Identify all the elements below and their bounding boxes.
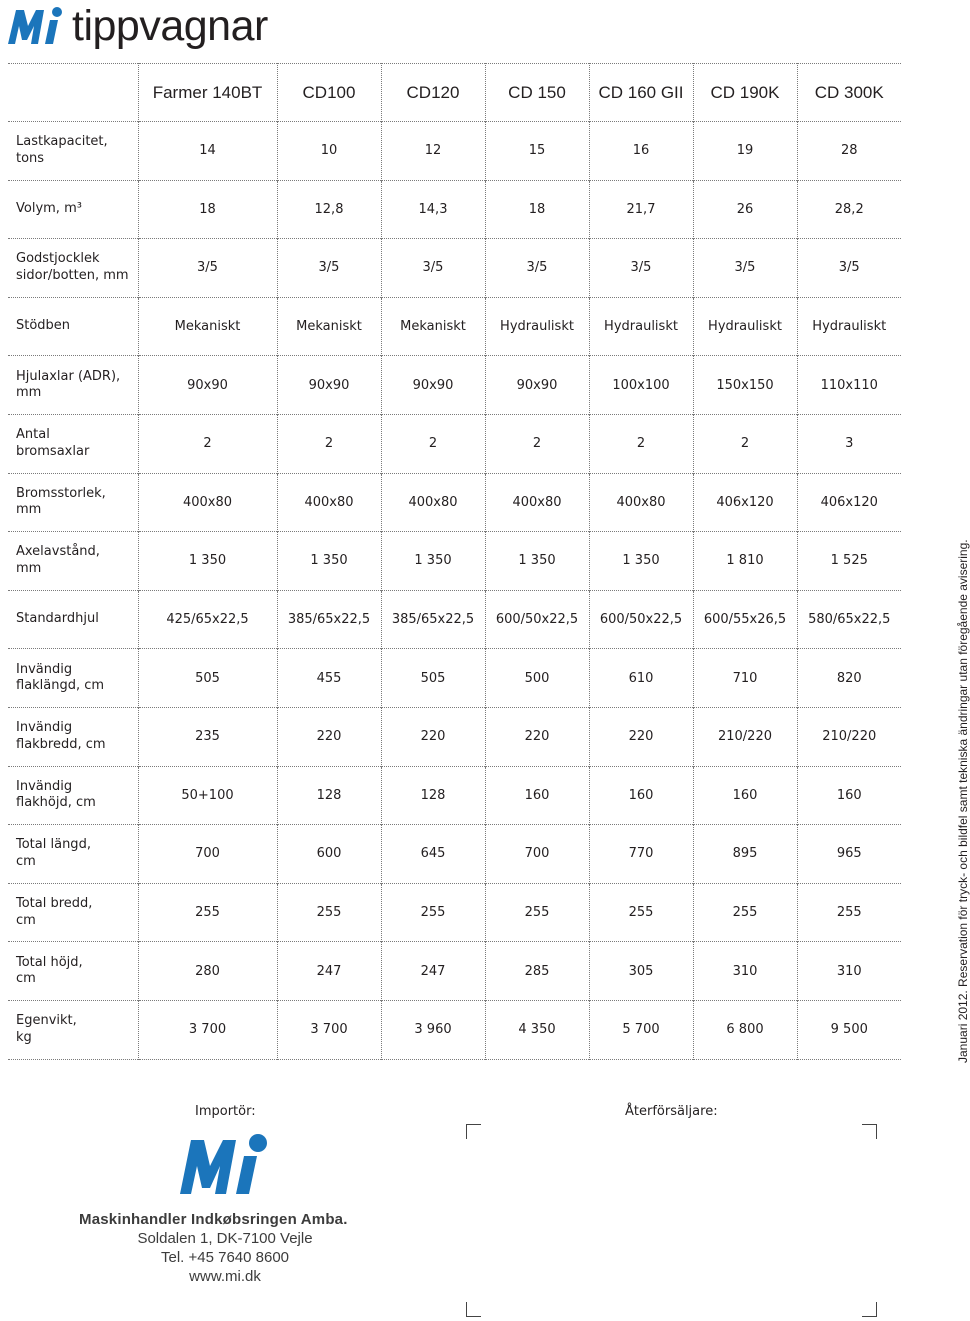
spec-cell: 15: [485, 122, 589, 181]
spec-cell: 1 350: [277, 532, 381, 591]
spec-cell: 500: [485, 649, 589, 708]
spec-cell: 400x80: [138, 473, 277, 532]
spec-cell: 247: [277, 942, 381, 1001]
spec-cell: 90x90: [138, 356, 277, 415]
spec-cell: 600/50x22,5: [589, 590, 693, 649]
spec-row-label: [8, 239, 138, 298]
spec-cell: 16: [589, 122, 693, 181]
spec-cell: 3/5: [277, 239, 381, 298]
spec-cell: 700: [138, 825, 277, 884]
spec-cell: 406x120: [797, 473, 901, 532]
spec-cell: 255: [277, 883, 381, 942]
spec-cell: 3 700: [138, 1000, 277, 1059]
spec-row: [8, 122, 901, 181]
model-header: CD 300K: [797, 64, 901, 122]
spec-cell: 9 500: [797, 1000, 901, 1059]
spec-label-line: cm: [16, 971, 36, 987]
spec-cell: 770: [589, 825, 693, 884]
spec-cell: 14: [138, 122, 277, 181]
spec-cell: 645: [381, 825, 485, 884]
spec-cell: Hydrauliskt: [693, 297, 797, 356]
spec-cell: 3/5: [589, 239, 693, 298]
spec-label-line: Bromsstorlek,: [16, 485, 106, 501]
spec-row-label: [8, 297, 138, 356]
spec-label-line: Invändig: [16, 778, 73, 794]
spec-label-line: Stödben: [16, 318, 71, 334]
spec-row-label: [8, 766, 138, 825]
spec-cell: 235: [138, 707, 277, 766]
spec-cell: 100x100: [589, 356, 693, 415]
spec-cell: 700: [485, 825, 589, 884]
spec-row-label: [8, 532, 138, 591]
spec-cell: 1 350: [381, 532, 485, 591]
model-header-row: [8, 64, 901, 122]
spec-label-line: flaklängd, cm: [16, 678, 105, 694]
spec-cell: 385/65x22,5: [381, 590, 485, 649]
spec-cell: 400x80: [277, 473, 381, 532]
header-logo: [6, 2, 268, 50]
spec-cell: 28,2: [797, 180, 901, 239]
spec-table: [8, 63, 901, 1060]
spec-cell: 3/5: [138, 239, 277, 298]
spec-row-label: [8, 180, 138, 239]
spec-cell: 19: [693, 122, 797, 181]
spec-row-label: [8, 1000, 138, 1059]
spec-cell: 2: [277, 414, 381, 473]
spec-cell: 1 810: [693, 532, 797, 591]
spec-row: [8, 532, 901, 591]
spec-row: [8, 590, 901, 649]
spec-cell: 255: [693, 883, 797, 942]
reseller-label: Återförsäljare:: [625, 1104, 718, 1119]
spec-cell: Mekaniskt: [277, 297, 381, 356]
spec-cell: 210/220: [797, 707, 901, 766]
spec-cell: 210/220: [693, 707, 797, 766]
spec-label-line: Egenvikt,: [16, 1013, 77, 1029]
spec-row-label: [8, 473, 138, 532]
spec-cell: 3: [797, 414, 901, 473]
reseller-box-corner-bottom-left: [466, 1302, 481, 1317]
spec-cell: 2: [138, 414, 277, 473]
spec-cell: 820: [797, 649, 901, 708]
spec-row-label: [8, 414, 138, 473]
spec-label-line: mm: [16, 560, 42, 576]
spec-cell: 455: [277, 649, 381, 708]
spec-cell: 160: [693, 766, 797, 825]
spec-cell: 4 350: [485, 1000, 589, 1059]
spec-cell: 400x80: [485, 473, 589, 532]
spec-cell: 965: [797, 825, 901, 884]
spec-label-line: mm: [16, 502, 42, 518]
model-header: CD120: [381, 64, 485, 122]
reseller-box-corner-top-left: [466, 1124, 481, 1139]
model-header: CD 190K: [693, 64, 797, 122]
spec-label-line: Volym, m³: [16, 201, 82, 217]
spec-label-line: cm: [16, 912, 36, 928]
spec-label-line: Antal: [16, 427, 50, 443]
spec-cell: 160: [797, 766, 901, 825]
spec-label-line: Lastkapacitet,: [16, 134, 108, 150]
spec-cell: 280: [138, 942, 277, 1001]
spec-row-label: [8, 356, 138, 415]
side-note: Januari 2012. Reservation för tryck- och bildfel samt tekniska ändringar utan föregående avisering.: [956, 539, 970, 1063]
spec-label-line: sidor/botten, mm: [16, 267, 129, 283]
spec-cell: 3 960: [381, 1000, 485, 1059]
spec-cell: 285: [485, 942, 589, 1001]
spec-row-label: [8, 122, 138, 181]
spec-cell: 14,3: [381, 180, 485, 239]
spec-cell: 1 350: [138, 532, 277, 591]
spec-label-line: Total bredd,: [16, 896, 93, 912]
spec-cell: 5 700: [589, 1000, 693, 1059]
spec-cell: 3/5: [381, 239, 485, 298]
company-phone: Tel. +45 7640 8600: [160, 1249, 290, 1266]
spec-label-line: bromsaxlar: [16, 443, 90, 459]
spec-cell: 128: [381, 766, 485, 825]
spec-cell: Hydrauliskt: [797, 297, 901, 356]
spec-cell: 255: [138, 883, 277, 942]
spec-cell: 220: [277, 707, 381, 766]
spec-cell: 28: [797, 122, 901, 181]
spec-label-line: flakbredd, cm: [16, 736, 106, 752]
spec-cell: 128: [277, 766, 381, 825]
spec-cell: 895: [693, 825, 797, 884]
spec-label-line: Axelavstånd,: [16, 544, 100, 560]
spec-row: [8, 649, 901, 708]
spec-row: [8, 180, 901, 239]
spec-cell: 3/5: [693, 239, 797, 298]
header-corner: [8, 64, 138, 122]
spec-cell: 21,7: [589, 180, 693, 239]
spec-row-label: [8, 942, 138, 1001]
spec-cell: 6 800: [693, 1000, 797, 1059]
spec-cell: 600/50x22,5: [485, 590, 589, 649]
company-name: Maskinhandler Indkøbsringen Amba.: [79, 1211, 348, 1228]
spec-row: [8, 942, 901, 1001]
spec-label-line: mm: [16, 385, 42, 401]
spec-row: [8, 707, 901, 766]
spec-label-line: tons: [16, 150, 45, 166]
spec-cell: 580/65x22,5: [797, 590, 901, 649]
spec-cell: 2: [485, 414, 589, 473]
spec-cell: 310: [693, 942, 797, 1001]
brand-name: tippvagnar: [72, 1, 268, 50]
spec-cell: 12,8: [277, 180, 381, 239]
spec-row: [8, 883, 901, 942]
model-header: CD 150: [485, 64, 589, 122]
spec-cell: 600/55x26,5: [693, 590, 797, 649]
spec-cell: 10: [277, 122, 381, 181]
spec-cell: 220: [381, 707, 485, 766]
spec-cell: 255: [797, 883, 901, 942]
mi-logo-icon: [6, 6, 68, 46]
reseller-box-corner-bottom-right: [862, 1302, 877, 1317]
spec-cell: 1 525: [797, 532, 901, 591]
spec-label-line: Total längd,: [16, 837, 91, 853]
spec-row-label: [8, 649, 138, 708]
spec-row-label: [8, 590, 138, 649]
spec-cell: 220: [485, 707, 589, 766]
spec-cell: 1 350: [485, 532, 589, 591]
spec-row: [8, 473, 901, 532]
spec-cell: 2: [381, 414, 485, 473]
spec-label-line: Invändig: [16, 720, 73, 736]
spec-cell: Hydrauliskt: [589, 297, 693, 356]
spec-cell: 12: [381, 122, 485, 181]
spec-cell: 1 350: [589, 532, 693, 591]
spec-cell: 90x90: [277, 356, 381, 415]
spec-cell: 160: [589, 766, 693, 825]
spec-row: [8, 356, 901, 415]
spec-label-line: cm: [16, 853, 36, 869]
spec-cell: 90x90: [485, 356, 589, 415]
spec-cell: 90x90: [381, 356, 485, 415]
spec-label-line: Standardhjul: [16, 611, 99, 627]
spec-cell: 18: [485, 180, 589, 239]
spec-cell: 255: [589, 883, 693, 942]
spec-cell: Hydrauliskt: [485, 297, 589, 356]
model-header: CD 160 GII: [589, 64, 693, 122]
spec-cell: 2: [693, 414, 797, 473]
spec-cell: 305: [589, 942, 693, 1001]
spec-cell: 310: [797, 942, 901, 1001]
company-address: Soldalen 1, DK-7100 Vejle: [137, 1230, 313, 1247]
spec-cell: 400x80: [381, 473, 485, 532]
spec-cell: 255: [381, 883, 485, 942]
spec-row-label: [8, 883, 138, 942]
mi-logo-large-icon: [178, 1132, 274, 1196]
spec-cell: 18: [138, 180, 277, 239]
spec-label-line: Invändig: [16, 661, 73, 677]
spec-body: [8, 122, 901, 1060]
spec-cell: 26: [693, 180, 797, 239]
spec-row-label: [8, 825, 138, 884]
spec-row: [8, 766, 901, 825]
spec-label-line: Total höjd,: [16, 954, 83, 970]
spec-cell: 505: [138, 649, 277, 708]
spec-row: [8, 825, 901, 884]
spec-cell: Mekaniskt: [138, 297, 277, 356]
spec-cell: 3/5: [485, 239, 589, 298]
spec-cell: 160: [485, 766, 589, 825]
model-header: CD100: [277, 64, 381, 122]
spec-cell: 385/65x22,5: [277, 590, 381, 649]
spec-cell: 220: [589, 707, 693, 766]
spec-cell: 610: [589, 649, 693, 708]
spec-cell: 600: [277, 825, 381, 884]
spec-cell: 3/5: [797, 239, 901, 298]
spec-cell: 406x120: [693, 473, 797, 532]
spec-cell: 400x80: [589, 473, 693, 532]
spec-label-line: flakhöjd, cm: [16, 795, 96, 811]
spec-label-line: kg: [16, 1029, 32, 1045]
importer-label: Importör:: [195, 1104, 256, 1119]
spec-row: [8, 414, 901, 473]
spec-cell: 710: [693, 649, 797, 708]
spec-cell: 3 700: [277, 1000, 381, 1059]
spec-label-line: Hjulaxlar (ADR),: [16, 368, 121, 384]
spec-cell: 505: [381, 649, 485, 708]
reseller-box-corner-top-right: [862, 1124, 877, 1139]
spec-cell: 150x150: [693, 356, 797, 415]
spec-cell: 425/65x22,5: [138, 590, 277, 649]
spec-row: [8, 239, 901, 298]
importer-logo: [178, 1132, 274, 1200]
spec-cell: 247: [381, 942, 485, 1001]
spec-row-label: [8, 707, 138, 766]
spec-cell: 50+100: [138, 766, 277, 825]
spec-row: [8, 1000, 901, 1059]
spec-cell: 110x110: [797, 356, 901, 415]
spec-cell: 2: [589, 414, 693, 473]
spec-cell: 255: [485, 883, 589, 942]
model-header: Farmer 140BT: [138, 64, 277, 122]
spec-cell: Mekaniskt: [381, 297, 485, 356]
spec-label-line: Godstjocklek: [16, 251, 100, 267]
spec-row: [8, 297, 901, 356]
company-website[interactable]: www.mi.dk: [189, 1268, 261, 1285]
